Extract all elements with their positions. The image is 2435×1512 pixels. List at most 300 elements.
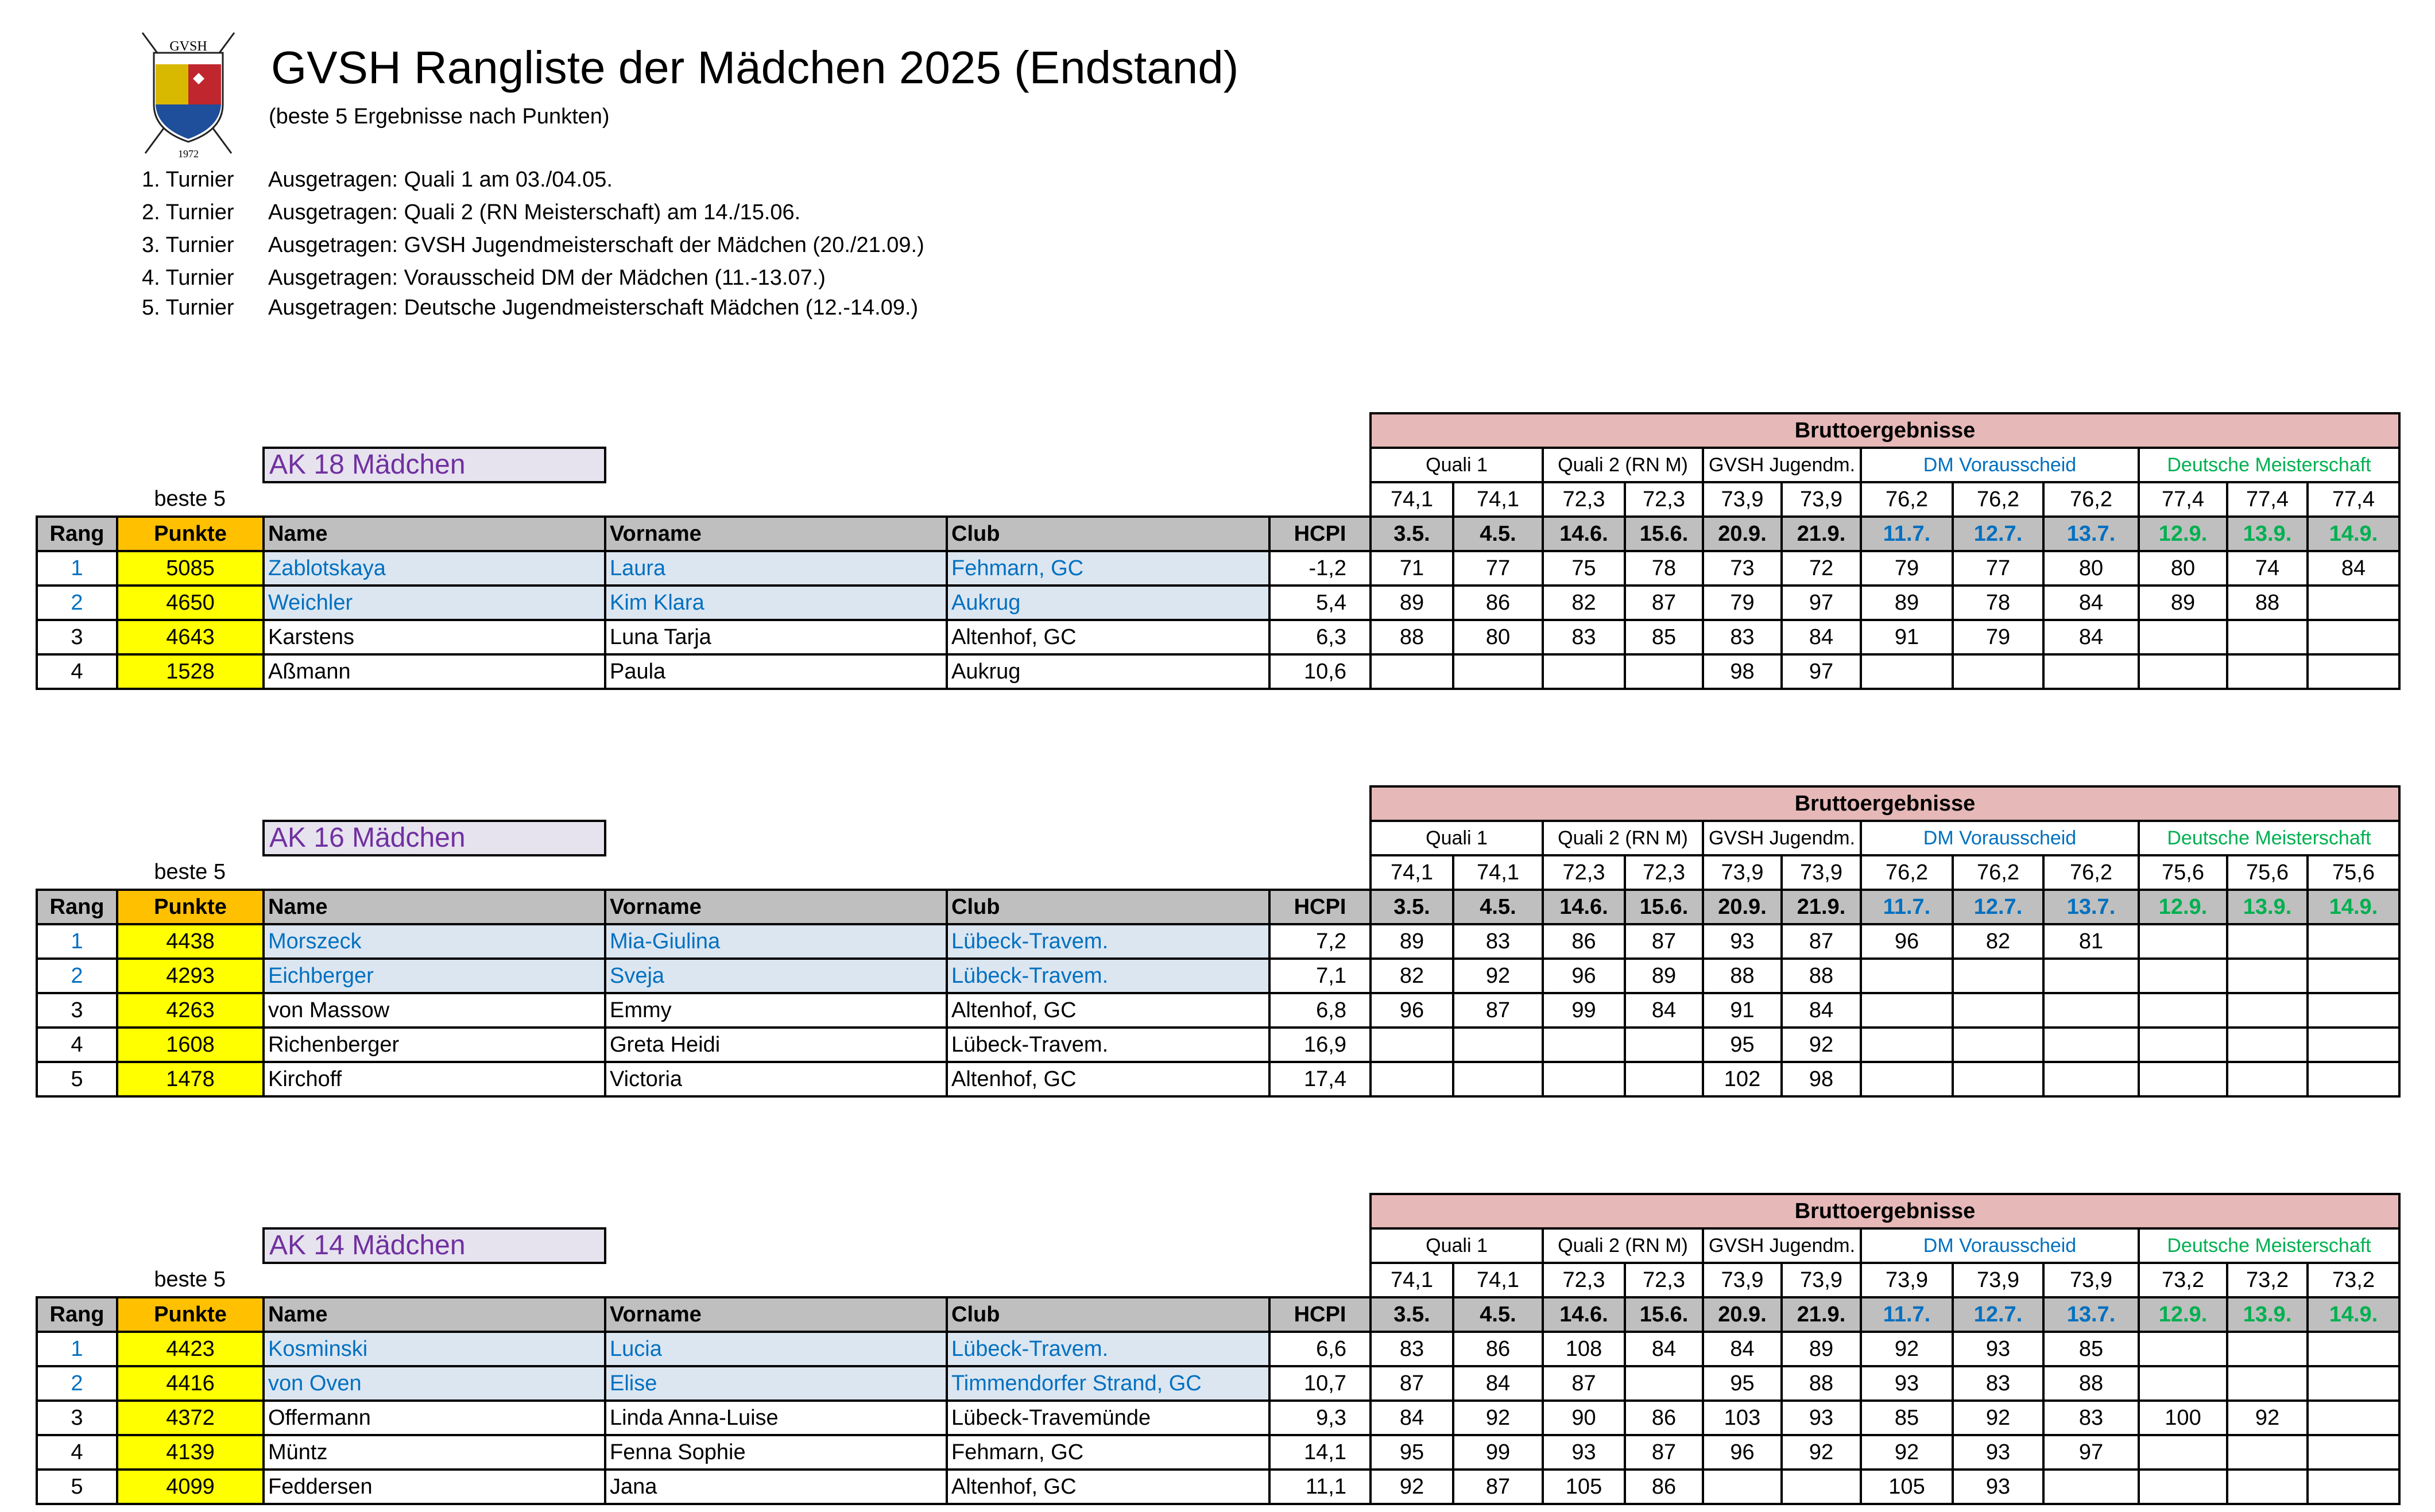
score-cell: 97 bbox=[2043, 1435, 2139, 1470]
rang-cell: 3 bbox=[37, 993, 117, 1028]
score-cell bbox=[2139, 654, 2227, 689]
score-cell: 92 bbox=[1953, 1401, 2043, 1435]
club-cell: Altenhof, GC bbox=[947, 620, 1269, 654]
col-date: 14.9. bbox=[2308, 517, 2399, 551]
course-rating: 73,2 bbox=[2139, 1263, 2227, 1297]
section-title: AK 16 Mädchen bbox=[264, 821, 605, 855]
score-cell bbox=[2308, 993, 2399, 1028]
score-cell bbox=[1861, 1028, 1953, 1062]
score-cell: 87 bbox=[1543, 1366, 1625, 1401]
course-rating: 72,3 bbox=[1543, 482, 1625, 517]
score-cell: 88 bbox=[2043, 1366, 2139, 1401]
score-cell bbox=[1371, 1062, 1453, 1096]
score-cell: 88 bbox=[1782, 1366, 1861, 1401]
col-date: 15.6. bbox=[1625, 517, 1703, 551]
score-cell bbox=[2308, 924, 2399, 959]
score-cell: 92 bbox=[1861, 1332, 1953, 1366]
event-name: Quali 2 (RN M) bbox=[1543, 1228, 1703, 1263]
score-cell: 108 bbox=[1543, 1332, 1625, 1366]
score-cell bbox=[1453, 1028, 1543, 1062]
course-rating: 72,3 bbox=[1625, 1263, 1703, 1297]
score-cell: 83 bbox=[1453, 924, 1543, 959]
score-cell bbox=[1953, 654, 2043, 689]
course-rating: 73,2 bbox=[2227, 1263, 2308, 1297]
score-cell: 92 bbox=[2227, 1401, 2308, 1435]
score-cell: 84 bbox=[1782, 620, 1861, 654]
score-cell: 83 bbox=[1703, 620, 1782, 654]
course-rating: 75,6 bbox=[2308, 855, 2399, 890]
beste-label: beste 5 bbox=[154, 860, 226, 884]
score-cell: 80 bbox=[2139, 551, 2227, 586]
ranking-table bbox=[36, 785, 2401, 1098]
score-cell bbox=[1543, 1028, 1625, 1062]
score-cell bbox=[1543, 654, 1625, 689]
vorname-cell: Jana bbox=[605, 1470, 947, 1504]
svg-text:1972: 1972 bbox=[178, 148, 199, 160]
course-rating: 72,3 bbox=[1543, 1263, 1625, 1297]
score-cell bbox=[2227, 1366, 2308, 1401]
brutto-header: Bruttoergebnisse bbox=[1371, 413, 2399, 448]
score-cell: 78 bbox=[1953, 586, 2043, 620]
score-cell bbox=[2227, 1028, 2308, 1062]
score-cell: 84 bbox=[1782, 993, 1861, 1028]
rang-cell: 3 bbox=[37, 620, 117, 654]
course-rating: 73,9 bbox=[1703, 1263, 1782, 1297]
course-rating: 74,1 bbox=[1453, 855, 1543, 890]
col-rang: Rang bbox=[37, 517, 117, 551]
tournament-line: 2. Turnier Ausgetragen: Quali 2 (RN Meisterschaft) am 14./15.06. bbox=[142, 200, 801, 224]
score-cell: 89 bbox=[1861, 586, 1953, 620]
col-date: 14.9. bbox=[2308, 890, 2399, 924]
section-title: AK 14 Mädchen bbox=[264, 1228, 605, 1263]
table-row bbox=[37, 993, 2399, 1028]
col-date: 14.9. bbox=[2308, 1297, 2399, 1332]
course-rating: 75,6 bbox=[2139, 855, 2227, 890]
score-cell bbox=[1371, 654, 1453, 689]
score-cell: 95 bbox=[1703, 1028, 1782, 1062]
punkte-cell: 4263 bbox=[117, 993, 264, 1028]
col-vorname: Vorname bbox=[605, 517, 947, 551]
punkte-cell: 4438 bbox=[117, 924, 264, 959]
score-cell: 93 bbox=[1953, 1435, 2043, 1470]
score-cell: 88 bbox=[1782, 959, 1861, 993]
hcpi-cell: 6,3 bbox=[1269, 620, 1371, 654]
event-name: Quali 2 (RN M) bbox=[1543, 821, 1703, 855]
score-cell bbox=[2308, 1028, 2399, 1062]
rang-cell: 4 bbox=[37, 654, 117, 689]
col-date: 13.7. bbox=[2043, 1297, 2139, 1332]
score-cell: 95 bbox=[1703, 1366, 1782, 1401]
vorname-cell: Paula bbox=[605, 654, 947, 689]
col-date: 12.9. bbox=[2139, 517, 2227, 551]
punkte-cell: 1608 bbox=[117, 1028, 264, 1062]
score-cell: 91 bbox=[1703, 993, 1782, 1028]
score-cell: 93 bbox=[1861, 1366, 1953, 1401]
hcpi-cell: 10,6 bbox=[1269, 654, 1371, 689]
score-cell: 95 bbox=[1371, 1435, 1453, 1470]
score-cell: 82 bbox=[1371, 959, 1453, 993]
score-cell bbox=[2227, 1062, 2308, 1096]
score-cell: 84 bbox=[1703, 1332, 1782, 1366]
rang-cell: 2 bbox=[37, 1366, 117, 1401]
col-date: 13.9. bbox=[2227, 1297, 2308, 1332]
col-date: 21.9. bbox=[1782, 1297, 1861, 1332]
col-date: 13.9. bbox=[2227, 517, 2308, 551]
club-cell: Lübeck-Travem. bbox=[947, 924, 1269, 959]
rang-cell: 4 bbox=[37, 1028, 117, 1062]
course-rating: 72,3 bbox=[1625, 855, 1703, 890]
score-cell: 105 bbox=[1543, 1470, 1625, 1504]
table-row bbox=[37, 1366, 2399, 1401]
punkte-cell: 4643 bbox=[117, 620, 264, 654]
score-cell: 89 bbox=[2139, 586, 2227, 620]
vorname-cell: Laura bbox=[605, 551, 947, 586]
col-vorname: Vorname bbox=[605, 890, 947, 924]
ranking-table bbox=[36, 1193, 2401, 1505]
score-cell: 85 bbox=[1625, 620, 1703, 654]
score-cell: 85 bbox=[2043, 1332, 2139, 1366]
event-name: GVSH Jugendm. bbox=[1703, 448, 1861, 482]
hcpi-cell: -1,2 bbox=[1269, 551, 1371, 586]
course-rating: 73,9 bbox=[1782, 855, 1861, 890]
rang-cell: 4 bbox=[37, 1435, 117, 1470]
score-cell bbox=[2139, 959, 2227, 993]
score-cell bbox=[2139, 1366, 2227, 1401]
score-cell bbox=[2043, 654, 2139, 689]
table-row bbox=[37, 1332, 2399, 1366]
score-cell bbox=[2308, 1366, 2399, 1401]
punkte-cell: 4099 bbox=[117, 1470, 264, 1504]
col-date: 15.6. bbox=[1625, 890, 1703, 924]
hcpi-cell: 11,1 bbox=[1269, 1470, 1371, 1504]
score-cell bbox=[2308, 620, 2399, 654]
col-rang: Rang bbox=[37, 890, 117, 924]
score-cell: 92 bbox=[1371, 1470, 1453, 1504]
club-cell: Lübeck-Travem. bbox=[947, 1332, 1269, 1366]
score-cell bbox=[1625, 1028, 1703, 1062]
punkte-cell: 1528 bbox=[117, 654, 264, 689]
score-cell bbox=[1953, 993, 2043, 1028]
table-row bbox=[37, 654, 2399, 689]
vorname-cell: Sveja bbox=[605, 959, 947, 993]
score-cell: 86 bbox=[1453, 1332, 1543, 1366]
score-cell bbox=[1953, 1062, 2043, 1096]
event-name: Deutsche Meisterschaft bbox=[2139, 448, 2399, 482]
score-cell bbox=[2308, 1401, 2399, 1435]
col-date: 4.5. bbox=[1453, 1297, 1543, 1332]
score-cell bbox=[2227, 1435, 2308, 1470]
col-date: 3.5. bbox=[1371, 890, 1453, 924]
score-cell: 86 bbox=[1453, 586, 1543, 620]
score-cell: 80 bbox=[1453, 620, 1543, 654]
col-date: 11.7. bbox=[1861, 1297, 1953, 1332]
vorname-cell: Linda Anna-Luise bbox=[605, 1401, 947, 1435]
score-cell: 92 bbox=[1782, 1028, 1861, 1062]
col-name: Name bbox=[264, 517, 605, 551]
vorname-cell: Luna Tarja bbox=[605, 620, 947, 654]
rang-cell: 1 bbox=[37, 1332, 117, 1366]
score-cell: 90 bbox=[1543, 1401, 1625, 1435]
tournament-line: 5. Turnier Ausgetragen: Deutsche Jugendmeisterschaft Mädchen (12.-14.09.) bbox=[142, 296, 919, 320]
col-punkte: Punkte bbox=[117, 890, 264, 924]
course-rating: 75,6 bbox=[2227, 855, 2308, 890]
event-name: Deutsche Meisterschaft bbox=[2139, 1228, 2399, 1263]
punkte-cell: 4423 bbox=[117, 1332, 264, 1366]
score-cell: 99 bbox=[1453, 1435, 1543, 1470]
score-cell: 83 bbox=[1543, 620, 1625, 654]
score-cell: 84 bbox=[2308, 551, 2399, 586]
name-cell: Eichberger bbox=[264, 959, 605, 993]
col-punkte: Punkte bbox=[117, 1297, 264, 1332]
score-cell: 75 bbox=[1543, 551, 1625, 586]
score-cell bbox=[1625, 1366, 1703, 1401]
score-cell bbox=[1703, 1470, 1782, 1504]
tournament-line: 1. Turnier Ausgetragen: Quali 1 am 03./04.05. bbox=[142, 168, 613, 192]
course-rating: 74,1 bbox=[1371, 482, 1453, 517]
score-cell: 92 bbox=[1453, 959, 1543, 993]
vorname-cell: Mia-Giulina bbox=[605, 924, 947, 959]
hcpi-cell: 10,7 bbox=[1269, 1366, 1371, 1401]
course-rating: 74,1 bbox=[1453, 482, 1543, 517]
score-cell: 79 bbox=[1703, 586, 1782, 620]
score-cell bbox=[2043, 1470, 2139, 1504]
score-cell: 89 bbox=[1371, 586, 1453, 620]
score-cell: 103 bbox=[1703, 1401, 1782, 1435]
name-cell: Offermann bbox=[264, 1401, 605, 1435]
punkte-cell: 5085 bbox=[117, 551, 264, 586]
course-rating: 73,9 bbox=[1703, 482, 1782, 517]
score-cell: 98 bbox=[1703, 654, 1782, 689]
name-cell: von Oven bbox=[264, 1366, 605, 1401]
score-cell: 91 bbox=[1861, 620, 1953, 654]
score-cell bbox=[2139, 1332, 2227, 1366]
score-cell: 77 bbox=[1953, 551, 2043, 586]
col-club: Club bbox=[947, 1297, 1269, 1332]
hcpi-cell: 17,4 bbox=[1269, 1062, 1371, 1096]
score-cell bbox=[2227, 1470, 2308, 1504]
table-row bbox=[37, 1028, 2399, 1062]
club-cell: Aukrug bbox=[947, 586, 1269, 620]
score-cell bbox=[1371, 1028, 1453, 1062]
col-date: 14.6. bbox=[1543, 517, 1625, 551]
score-cell bbox=[2139, 620, 2227, 654]
name-cell: Karstens bbox=[264, 620, 605, 654]
punkte-cell: 4650 bbox=[117, 586, 264, 620]
score-cell: 84 bbox=[1371, 1401, 1453, 1435]
col-punkte: Punkte bbox=[117, 517, 264, 551]
col-date: 20.9. bbox=[1703, 517, 1782, 551]
score-cell: 93 bbox=[1703, 924, 1782, 959]
course-rating: 73,9 bbox=[1703, 855, 1782, 890]
col-date: 15.6. bbox=[1625, 1297, 1703, 1332]
col-rang: Rang bbox=[37, 1297, 117, 1332]
score-cell bbox=[1453, 654, 1543, 689]
name-cell: Kirchoff bbox=[264, 1062, 605, 1096]
rang-cell: 2 bbox=[37, 959, 117, 993]
score-cell bbox=[2227, 654, 2308, 689]
course-rating: 73,9 bbox=[1953, 1263, 2043, 1297]
name-cell: Weichler bbox=[264, 586, 605, 620]
course-rating: 73,9 bbox=[1861, 1263, 1953, 1297]
punkte-cell: 1478 bbox=[117, 1062, 264, 1096]
club-cell: Lübeck-Travem. bbox=[947, 959, 1269, 993]
score-cell: 84 bbox=[1625, 993, 1703, 1028]
rang-cell: 1 bbox=[37, 924, 117, 959]
course-rating: 77,4 bbox=[2308, 482, 2399, 517]
course-rating: 73,2 bbox=[2308, 1263, 2399, 1297]
score-cell: 88 bbox=[2227, 586, 2308, 620]
score-cell: 74 bbox=[2227, 551, 2308, 586]
club-cell: Fehmarn, GC bbox=[947, 1435, 1269, 1470]
ranking-table bbox=[36, 412, 2401, 690]
score-cell bbox=[2308, 1062, 2399, 1096]
col-date: 11.7. bbox=[1861, 890, 1953, 924]
club-cell: Fehmarn, GC bbox=[947, 551, 1269, 586]
score-cell bbox=[2227, 924, 2308, 959]
punkte-cell: 4293 bbox=[117, 959, 264, 993]
punkte-cell: 4139 bbox=[117, 1435, 264, 1470]
score-cell bbox=[2139, 1435, 2227, 1470]
table-row bbox=[37, 1062, 2399, 1096]
table-row bbox=[37, 551, 2399, 586]
score-cell: 96 bbox=[1543, 959, 1625, 993]
course-rating: 72,3 bbox=[1625, 482, 1703, 517]
club-cell: Altenhof, GC bbox=[947, 993, 1269, 1028]
score-cell: 92 bbox=[1453, 1401, 1543, 1435]
score-cell: 86 bbox=[1543, 924, 1625, 959]
course-rating: 74,1 bbox=[1371, 855, 1453, 890]
course-rating: 74,1 bbox=[1453, 1263, 1543, 1297]
col-name: Name bbox=[264, 890, 605, 924]
table-row bbox=[37, 586, 2399, 620]
score-cell: 73 bbox=[1703, 551, 1782, 586]
score-cell bbox=[2043, 993, 2139, 1028]
col-vorname: Vorname bbox=[605, 1297, 947, 1332]
score-cell: 89 bbox=[1782, 1332, 1861, 1366]
beste-label: beste 5 bbox=[154, 1267, 226, 1292]
event-name: Quali 1 bbox=[1371, 448, 1543, 482]
score-cell bbox=[2308, 959, 2399, 993]
score-cell: 82 bbox=[1543, 586, 1625, 620]
club-cell: Altenhof, GC bbox=[947, 1470, 1269, 1504]
col-hcpi: HCPI bbox=[1269, 517, 1371, 551]
vorname-cell: Elise bbox=[605, 1366, 947, 1401]
course-rating: 76,2 bbox=[1861, 855, 1953, 890]
score-cell: 93 bbox=[1782, 1401, 1861, 1435]
col-date: 13.7. bbox=[2043, 517, 2139, 551]
score-cell bbox=[1782, 1470, 1861, 1504]
score-cell bbox=[2308, 1470, 2399, 1504]
score-cell bbox=[2139, 1062, 2227, 1096]
rang-cell: 5 bbox=[37, 1062, 117, 1096]
score-cell bbox=[2043, 959, 2139, 993]
hcpi-cell: 14,1 bbox=[1269, 1435, 1371, 1470]
event-name: DM Vorausscheid bbox=[1861, 821, 2139, 855]
table-row bbox=[37, 620, 2399, 654]
vorname-cell: Fenna Sophie bbox=[605, 1435, 947, 1470]
score-cell bbox=[2308, 1332, 2399, 1366]
course-rating: 76,2 bbox=[1953, 855, 2043, 890]
course-rating: 77,4 bbox=[2139, 482, 2227, 517]
score-cell: 92 bbox=[1861, 1435, 1953, 1470]
score-cell bbox=[1861, 1062, 1953, 1096]
score-cell: 93 bbox=[1953, 1470, 2043, 1504]
course-rating: 73,9 bbox=[1782, 1263, 1861, 1297]
event-name: Quali 2 (RN M) bbox=[1543, 448, 1703, 482]
score-cell: 98 bbox=[1782, 1062, 1861, 1096]
col-date: 12.9. bbox=[2139, 890, 2227, 924]
col-date: 12.9. bbox=[2139, 1297, 2227, 1332]
col-date: 4.5. bbox=[1453, 890, 1543, 924]
score-cell: 99 bbox=[1543, 993, 1625, 1028]
score-cell: 96 bbox=[1861, 924, 1953, 959]
score-cell: 87 bbox=[1371, 1366, 1453, 1401]
col-club: Club bbox=[947, 517, 1269, 551]
punkte-cell: 4416 bbox=[117, 1366, 264, 1401]
course-rating: 73,9 bbox=[1782, 482, 1861, 517]
score-cell bbox=[1625, 1062, 1703, 1096]
punkte-cell: 4372 bbox=[117, 1401, 264, 1435]
rang-cell: 5 bbox=[37, 1470, 117, 1504]
vorname-cell: Kim Klara bbox=[605, 586, 947, 620]
table-row bbox=[37, 1470, 2399, 1504]
name-cell: Kosminski bbox=[264, 1332, 605, 1366]
event-name: Quali 1 bbox=[1371, 821, 1543, 855]
score-cell: 97 bbox=[1782, 654, 1861, 689]
course-rating: 77,4 bbox=[2227, 482, 2308, 517]
score-cell: 96 bbox=[1371, 993, 1453, 1028]
hcpi-cell: 16,9 bbox=[1269, 1028, 1371, 1062]
name-cell: Morszeck bbox=[264, 924, 605, 959]
col-date: 21.9. bbox=[1782, 890, 1861, 924]
score-cell: 87 bbox=[1625, 924, 1703, 959]
score-cell bbox=[1953, 1028, 2043, 1062]
score-cell: 71 bbox=[1371, 551, 1453, 586]
vorname-cell: Greta Heidi bbox=[605, 1028, 947, 1062]
score-cell bbox=[1543, 1062, 1625, 1096]
col-date: 11.7. bbox=[1861, 517, 1953, 551]
score-cell: 87 bbox=[1453, 993, 1543, 1028]
score-cell: 79 bbox=[1861, 551, 1953, 586]
name-cell: Zablotskaya bbox=[264, 551, 605, 586]
score-cell: 77 bbox=[1453, 551, 1543, 586]
score-cell: 86 bbox=[1625, 1401, 1703, 1435]
event-name: DM Vorausscheid bbox=[1861, 448, 2139, 482]
col-date: 12.7. bbox=[1953, 890, 2043, 924]
name-cell: Aßmann bbox=[264, 654, 605, 689]
col-date: 12.7. bbox=[1953, 517, 2043, 551]
score-cell: 88 bbox=[1703, 959, 1782, 993]
table-row bbox=[37, 924, 2399, 959]
gvsh-logo bbox=[131, 30, 246, 161]
name-cell: Feddersen bbox=[264, 1470, 605, 1504]
score-cell: 84 bbox=[1625, 1332, 1703, 1366]
hcpi-cell: 6,6 bbox=[1269, 1332, 1371, 1366]
score-cell bbox=[1453, 1062, 1543, 1096]
event-name: Quali 1 bbox=[1371, 1228, 1543, 1263]
score-cell: 87 bbox=[1625, 586, 1703, 620]
hcpi-cell: 6,8 bbox=[1269, 993, 1371, 1028]
col-date: 20.9. bbox=[1703, 890, 1782, 924]
score-cell: 84 bbox=[2043, 620, 2139, 654]
score-cell: 84 bbox=[2043, 586, 2139, 620]
event-name: GVSH Jugendm. bbox=[1703, 821, 1861, 855]
score-cell: 96 bbox=[1703, 1435, 1782, 1470]
col-date: 4.5. bbox=[1453, 517, 1543, 551]
score-cell: 105 bbox=[1861, 1470, 1953, 1504]
name-cell: Richenberger bbox=[264, 1028, 605, 1062]
score-cell bbox=[1861, 993, 1953, 1028]
